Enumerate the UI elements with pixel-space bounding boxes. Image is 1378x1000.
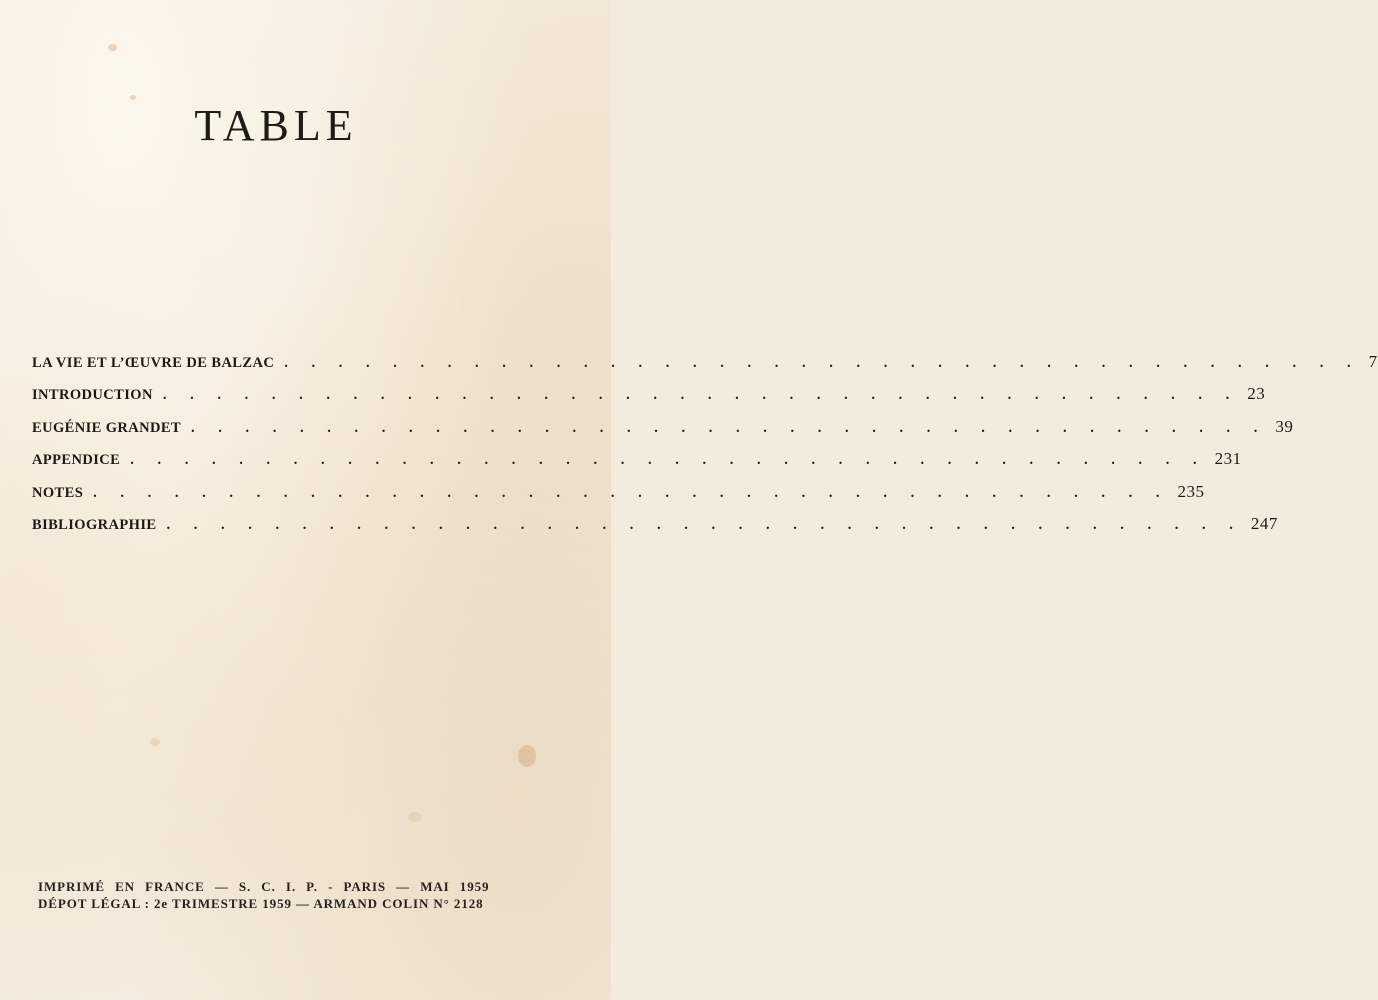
paper-stain xyxy=(518,745,536,767)
toc-entry-page: 235 xyxy=(1177,481,1205,501)
toc-entry xyxy=(32,352,1378,384)
printer-imprint: IMPRIMÉ EN FRANCE — S. C. I. P. - PARIS — MAI 1959 xyxy=(38,879,490,894)
toc-entry-label: NOTES xyxy=(32,484,84,501)
toc-entry xyxy=(32,449,1242,481)
paper-stain xyxy=(150,738,160,746)
toc-entry-label: EUGÉNIE GRANDET xyxy=(32,419,182,436)
toc-entry-page: 39 xyxy=(1275,416,1294,436)
toc-leader-dots: . . . . . . . . . . . . . . . . . . . . . . . . . . . . . . . . . . . . . . . . xyxy=(162,387,1240,404)
toc-entry-page: 231 xyxy=(1214,449,1242,469)
toc-entry xyxy=(32,384,1266,416)
toc-entry xyxy=(32,481,1205,514)
toc-leader-dots: . . . . . . . . . . . . . . . . . . . . . . . . . . . . . . . . . . . . . . . . xyxy=(191,419,1268,436)
toc-entry xyxy=(32,513,1278,546)
toc-entry-page: 247 xyxy=(1250,513,1278,533)
toc-leader-dots: . . . . . . . . . . . . . . . . . . . . . . . . . . . . . . . . . . . . . . . . xyxy=(166,516,1243,533)
toc-entry-page: 23 xyxy=(1247,384,1266,404)
toc-entry-label: LA VIE ET L’ŒUVRE DE BALZAC xyxy=(32,355,275,371)
toc-leader-dots: . . . . . . . . . . . . . . . . . . . . . . . . . . . . . . . . . . . . . . . . xyxy=(93,484,1170,501)
toc-entry-label: INTRODUCTION xyxy=(32,387,153,404)
toc-entry-page: 7 xyxy=(1368,352,1378,371)
page-title: TABLE xyxy=(194,101,358,150)
toc-entry-label: APPENDICE xyxy=(32,452,121,469)
legal-deposit-line: DÉPOT LÉGAL : 2e TRIMESTRE 1959 — ARMAND COLIN N° 2128 xyxy=(38,896,484,911)
paper-stain xyxy=(408,812,422,822)
toc-leader-dots: . . . . . . . . . . . . . . . . . . . . . . . . . . . . . . . . . . . . . . . . xyxy=(130,452,1207,469)
table-of-contents xyxy=(32,352,1378,546)
paper-stain xyxy=(108,44,117,51)
toc-leader-dots: . . . . . . . . . . . . . . . . . . . . . . . . . . . . . . . . . . . . . . . . xyxy=(284,355,1361,371)
toc-entry xyxy=(32,416,1294,449)
toc-entry-label: BIBLIOGRAPHIE xyxy=(32,516,157,533)
